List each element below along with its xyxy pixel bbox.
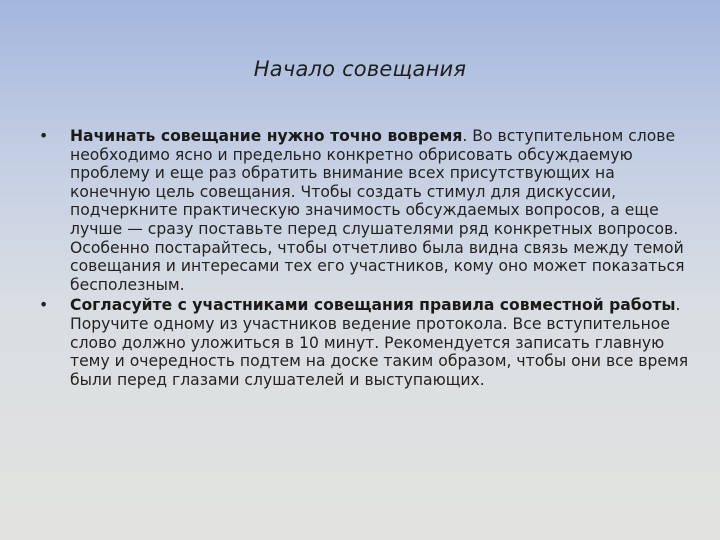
bullet-icon: •	[39, 127, 49, 145]
bullet-item-agree-rules	[36, 296, 690, 389]
slide-body	[36, 127, 690, 389]
bullet-text: . Во вступительном слове необходимо ясно и предельно конкретно обрисовать обсуждаемую проблему и еще раз обратить внимание всех присутствующих на конечную цель совещания. Чтобы создать стимул для дискуссии, подчеркните практическую значимость обсуждаемых вопросов, а еще лучше — сразу поставьте перед слушателями ряд конкретных вопросов. Особенно постарайтесь, чтобы отчетливо была видна связь между темой совещания и интересами тех его участников, кому оно может показаться бесполезным.	[70, 127, 685, 294]
bullet-item-start-on-time	[36, 127, 690, 294]
bullet-lead: Начинать совещание нужно точно вовремя	[70, 127, 463, 145]
bullet-text: . Поручите одному из участников ведение протокола. Все вступительное слово должно уложиться в 10 минут. Рекомендуется записать главную тему и очередность подтем на доске таким образом, чтобы они все время были перед глазами слушателей и выступающих.	[70, 296, 689, 389]
bullet-lead: Согласуйте с участниками совещания правила совместной работы	[70, 296, 676, 315]
bullet-icon: •	[39, 296, 49, 315]
slide-title: Начало совещания	[253, 57, 467, 81]
